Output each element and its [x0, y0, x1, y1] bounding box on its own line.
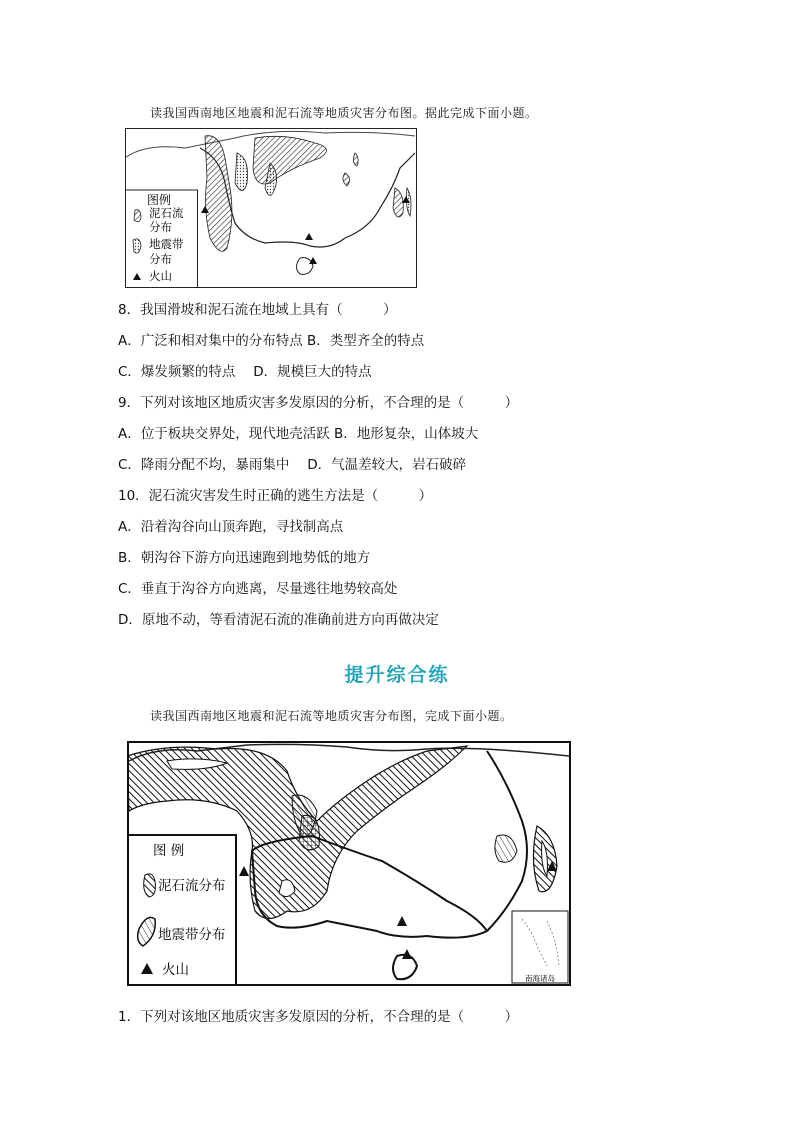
debris-swatch [134, 210, 141, 222]
section-title: 提升综合练 [344, 664, 450, 686]
svg-text:地震带: 地震带 [149, 237, 184, 251]
inset-label: 南海诸岛 [525, 974, 555, 983]
inset-map [512, 911, 568, 983]
option-10-b: B．朝沟谷下游方向迅速跑到地势低的地方 [118, 550, 371, 566]
intro-text-1: 读我国西南地区地震和泥石流等地质灾害分布图。据此完成下面小题。 [150, 106, 538, 120]
option-8-ab: A．广泛和相对集中的分布特点 B．类型齐全的特点 [118, 333, 425, 349]
svg-text:地震带分布: 地震带分布 [158, 927, 226, 943]
option-10-a: A．沿着沟谷向山顶奔跑，寻找制高点 [118, 519, 344, 535]
question-8: 8．我国滑坡和泥石流在地域上具有（ ） [118, 302, 397, 318]
question-10: 10．泥石流灾害发生时正确的逃生方法是（ ） [118, 488, 433, 504]
svg-text:火山: 火山 [162, 962, 189, 978]
svg-text:火山: 火山 [149, 269, 172, 283]
legend-title-1: 图例 [147, 193, 172, 207]
legend-title-2: 图 例 [153, 843, 185, 859]
svg-text:分布: 分布 [149, 252, 172, 266]
intro-text-2: 读我国西南地区地震和泥石流等地质灾害分布图，完成下面小题。 [150, 709, 513, 723]
question-9: 9．下列对该地区地质灾害多发原因的分析，不合理的是（ ） [118, 395, 519, 411]
question-1: 1．下列对该地区地质灾害多发原因的分析，不合理的是（ ） [118, 1009, 519, 1025]
option-10-c: C．垂直于沟谷方向逃离，尽量逃往地势较高处 [118, 581, 398, 597]
option-8-cd: C．爆发频繁的特点 D．规模巨大的特点 [118, 364, 372, 380]
svg-text:分布: 分布 [149, 220, 172, 234]
hazard-map-1 [125, 128, 417, 288]
option-9-ab: A．位于板块交界处，现代地壳活跃 B．地形复杂，山体坡大 [118, 426, 479, 442]
hazard-map-2 [127, 741, 571, 986]
debris-swatch [144, 874, 156, 897]
quake-swatch [133, 239, 141, 253]
svg-text:泥石流: 泥石流 [149, 206, 184, 220]
svg-text:泥石流分布: 泥石流分布 [158, 878, 226, 894]
option-9-cd: C．降雨分配不均，暴雨集中 D．气温差较大，岩石破碎 [118, 457, 467, 473]
option-10-d: D．原地不动，等看清泥石流的准确前进方向再做决定 [118, 612, 439, 628]
